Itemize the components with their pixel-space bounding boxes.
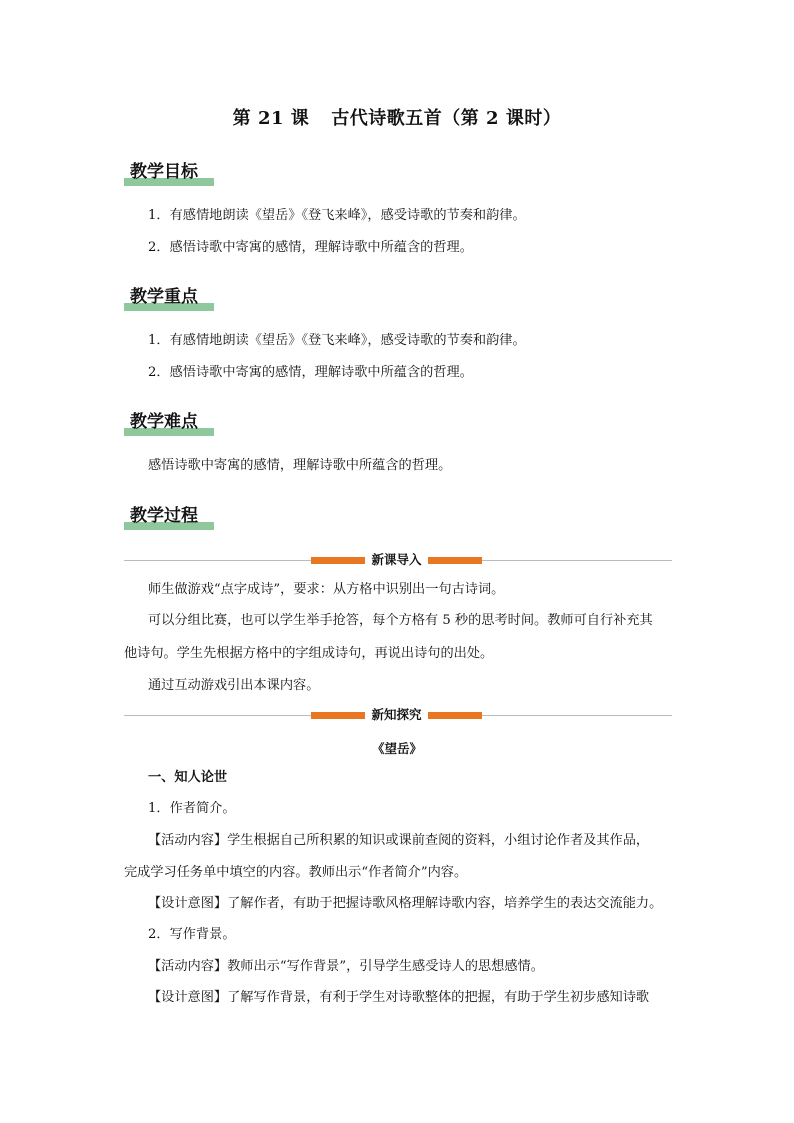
explore-line: 【活动内容】学生根据自己所积累的知识或课前查阅的资料，小组讨论作者及其作品，	[148, 833, 650, 848]
section-heading-objectives: 教学目标	[124, 160, 198, 186]
explore-line: 2．写作背景。	[148, 927, 236, 942]
difficulty-item: 感悟诗歌中寄寓的感情，理解诗歌中所蕴含的哲理。	[148, 458, 452, 473]
intro-paragraph-line: 通过互动游戏引出本课内容。	[148, 678, 320, 693]
section-heading-key-points: 教学重点	[124, 285, 198, 311]
key-point-item: 2．感悟诗歌中寄寓的感情，理解诗歌中所蕴含的哲理。	[148, 365, 473, 380]
intro-paragraph-line: 可以分组比赛，也可以学生举手抢答，每个方格有 5 秒的思考时间。教师可自行补充其	[148, 613, 653, 628]
poem-title: 《望岳》	[371, 741, 422, 756]
objective-item: 1．有感情地朗读《望岳》《登飞来峰》，感受诗歌的节奏和韵律。	[148, 208, 526, 223]
explore-line: 完成学习任务单中填空的内容。教师出示“作者简介”内容。	[124, 865, 468, 880]
section-heading-process: 教学过程	[124, 504, 198, 530]
key-point-item: 1．有感情地朗读《望岳》《登飞来峰》，感受诗歌的节奏和韵律。	[148, 333, 526, 348]
divider-new-lesson-intro: 新课导入	[124, 552, 672, 568]
page-title	[0, 104, 794, 130]
explore-line: 【设计意图】了解作者，有助于把握诗歌风格理解诗歌内容，培养学生的表达交流能力。	[148, 896, 663, 911]
part-heading: 一、知人论世	[148, 770, 228, 785]
intro-paragraph-line: 他诗句。学生先根据方格中的字组成诗句，再说出诗句的出处。	[124, 646, 494, 661]
divider-new-knowledge: 新知探究	[124, 707, 672, 723]
explore-line: 【设计意图】了解写作背景，有利于学生对诗歌整体的把握，有助于学生初步感知诗歌	[148, 990, 650, 1005]
intro-paragraph-line: 师生做游戏“点字成诗”，要求：从方格中识别出一句古诗词。	[148, 582, 505, 597]
lesson-title: 古代诗歌五首（第 2 课时）	[331, 108, 562, 129]
objective-item: 2．感悟诗歌中寄寓的感情，理解诗歌中所蕴含的哲理。	[148, 240, 473, 255]
explore-line: 【活动内容】教师出示“写作背景”，引导学生感受诗人的思想感情。	[148, 959, 544, 974]
explore-line: 1．作者简介。	[148, 801, 236, 816]
section-heading-difficulties: 教学难点	[124, 410, 198, 436]
lesson-number: 第 21 课	[232, 108, 310, 129]
